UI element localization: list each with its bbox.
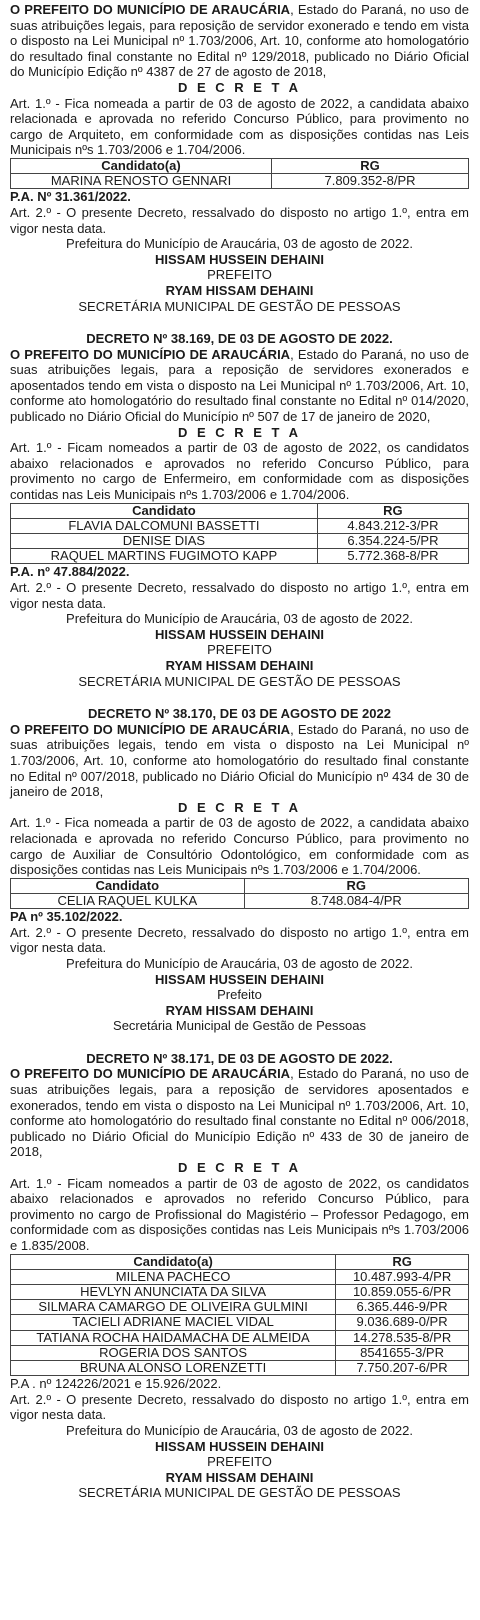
table-row — [11, 893, 469, 908]
article-1: Art. 1.º - Ficam nomeados a partir de 03 de agosto de 2022, os candidatos abaixo relacionados e aprovados no referido Concurso Público, para provimento no cargo de Profissional do Magistério – Professor Pedagogo, em conformidade com as disposições contidas nas Leis Municipais nºs 1.703/2006 e 1.835/2008. — [10, 1175, 469, 1253]
decree-preamble — [10, 347, 469, 425]
candidate-rg: 10.487.993-4/PR — [336, 1269, 469, 1284]
candidate-rg: 9.036.689-0/PR — [336, 1315, 469, 1330]
article-2: Art. 2.º - O presente Decreto, ressalvado do disposto no artigo 1.º, entra em vigor nesta data. — [10, 1391, 469, 1423]
place-date: Prefeitura do Município de Araucária, 03 de agosto de 2022. — [66, 236, 413, 252]
candidate-name: TATIANA ROCHA HAIDAMACHA DE ALMEIDA — [11, 1330, 336, 1345]
candidate-name: MARINA RENOSTO GENNARI — [11, 174, 272, 189]
preamble-authority: O PREFEITO DO MUNICÍPIO DE ARAUCÁRIA — [10, 346, 291, 362]
column-header-candidate: Candidato(a) — [11, 158, 272, 173]
preamble-authority: O PREFEITO DO MUNICÍPIO DE ARAUCÁRIA — [10, 721, 291, 737]
candidate-name: CELIA RAQUEL KULKA — [11, 893, 245, 908]
table-row — [11, 174, 469, 189]
column-header-rg: RG — [244, 878, 468, 893]
role-secretary: SECRETÁRIA MUNICIPAL DE GESTÃO DE PESSOAS — [78, 1485, 401, 1501]
table-row — [11, 1345, 469, 1360]
candidate-rg: 7.809.352-8/PR — [272, 174, 469, 189]
table-row — [11, 1361, 469, 1376]
decree-title: DECRETO Nº 38.170, DE 03 DE AGOSTO DE 2022 — [88, 706, 391, 722]
decree-block — [10, 1051, 469, 1501]
candidate-name: MILENA PACHECO — [11, 1269, 336, 1284]
signer-secretary: RYAM HISSAM DEHAINI — [165, 282, 314, 298]
role-mayor: PREFEITO — [207, 642, 272, 658]
table-row — [11, 1285, 469, 1300]
candidate-name: FLAVIA DALCOMUNI BASSETTI — [11, 518, 318, 533]
candidate-rg: 8.748.084-4/PR — [244, 893, 468, 908]
table-row — [11, 1315, 469, 1330]
decreta-heading: D E C R E T A — [177, 1160, 302, 1176]
table-header-row — [11, 1254, 469, 1269]
preamble-text: , Estado do Paraná, no uso de suas atribuições legais, para a reposição de servidores aposentados e exonerados, tendo em vista o disposto na Lei Municipal nº 1.703/2006, Art. 10, conforme ato homologatório do resultado final constante no Edital nº 006/2018, publicado no Diário Oficial do Município Edição nº 433 de 30 de janeiro de 2018, — [10, 1066, 469, 1160]
candidate-name: TACIELI ADRIANE MACIEL VIDAL — [11, 1315, 336, 1330]
candidate-name: BRUNA ALONSO LORENZETTI — [11, 1361, 336, 1376]
column-header-rg: RG — [336, 1254, 469, 1269]
decree-preamble — [10, 2, 469, 80]
role-secretary: SECRETÁRIA MUNICIPAL DE GESTÃO DE PESSOAS — [78, 298, 401, 314]
article-2: Art. 2.º - O presente Decreto, ressalvado do disposto no artigo 1.º, entra em vigor nesta data. — [10, 580, 469, 611]
decree-preamble — [10, 1066, 469, 1160]
signer-secretary: RYAM HISSAM DEHAINI — [165, 658, 314, 673]
preamble-authority: O PREFEITO DO MUNICÍPIO DE ARAUCÁRIA — [10, 2, 291, 17]
signer-mayor: HISSAM HUSSEIN DEHAINI — [154, 1438, 325, 1454]
process-number: P.A. nº 47.884/2022. — [10, 564, 130, 580]
article-1: Art. 1.º - Fica nomeada a partir de 03 de agosto de 2022, a candidata abaixo relacionada e aprovada no referido Concurso Público, para provimento no cargo de Arquiteto, em conformidade com as disposições contidas nas Leis Municipais nºs 1.703/2006 e 1.704/2006. — [10, 95, 469, 158]
role-secretary: Secretária Municipal de Gestão de Pessoas — [113, 1018, 366, 1034]
table-header-row — [11, 878, 469, 893]
candidate-name: ROGERIA DOS SANTOS — [11, 1345, 336, 1360]
signer-mayor: HISSAM HUSSEIN DEHAINI — [154, 626, 325, 642]
decreta-heading: D E C R E T A — [177, 79, 302, 95]
column-header-rg: RG — [272, 158, 469, 173]
table-row — [11, 1330, 469, 1345]
table-row — [11, 549, 469, 564]
candidate-rg: 14.278.535-8/PR — [336, 1330, 469, 1345]
role-mayor: PREFEITO — [207, 267, 272, 283]
decree-title: DECRETO Nº 38.169, DE 03 DE AGOSTO DE 2022. — [86, 331, 393, 347]
decreta-heading: D E C R E T A — [177, 424, 302, 440]
process-number: PA nº 35.102/2022. — [10, 909, 123, 925]
decreta-heading: D E C R E T A — [177, 799, 302, 815]
column-header-candidate: Candidato(a) — [11, 1254, 336, 1269]
candidate-rg: 7.750.207-6/PR — [336, 1361, 469, 1376]
article-2: Art. 2.º - O presente Decreto, ressalvado do disposto no artigo 1.º, entra em vigor nesta data. — [10, 924, 469, 956]
candidate-rg: 8541655-3/PR — [336, 1345, 469, 1360]
signer-secretary: RYAM HISSAM DEHAINI — [165, 1002, 314, 1018]
candidate-name: RAQUEL MARTINS FUGIMOTO KAPP — [11, 549, 318, 564]
candidate-name: DENISE DIAS — [11, 534, 318, 549]
table-header-row — [11, 503, 469, 518]
table-header-row — [11, 158, 469, 173]
table-row — [11, 1269, 469, 1284]
candidates-table — [10, 878, 469, 909]
table-row — [11, 518, 469, 533]
candidate-rg: 5.772.368-8/PR — [317, 549, 468, 564]
role-mayor: Prefeito — [217, 987, 262, 1003]
preamble-text: , Estado do Paraná, no uso de suas atribuições legais, para a reposição de servidores exonerados e aposentados tendo em vista o disposto na Lei Municipal nº 1.703/2006, Art. 10, conforme ato homologatório do resultado final constante no Edital nº 014/2020, publicado no Diário Oficial do Município nº 507 de 17 de janeiro de 2020, — [10, 346, 469, 425]
candidates-table — [10, 503, 469, 565]
decree-block — [10, 2, 469, 314]
table-row — [11, 1300, 469, 1315]
candidate-rg: 10.859.055-6/PR — [336, 1285, 469, 1300]
article-2: Art. 2.º - O presente Decreto, ressalvado do disposto no artigo 1.º, entra em vigor nesta data. — [10, 204, 469, 236]
signer-mayor: HISSAM HUSSEIN DEHAINI — [154, 971, 325, 987]
article-1: Art. 1.º - Fica nomeada a partir de 03 de agosto de 2022, a candidata abaixo relacionada e aprovada no referido Concurso Público, para provimento no cargo de Auxiliar de Consultório Odontológico, em conformidade com as disposições contidas nas Leis Municipais nºs 1.703/2006 e 1.704/2006. — [10, 815, 469, 878]
candidates-table — [10, 1254, 469, 1377]
candidate-name: HEVLYN ANUNCIATA DA SILVA — [11, 1285, 336, 1300]
role-mayor: PREFEITO — [207, 1454, 272, 1470]
column-header-rg: RG — [317, 503, 468, 518]
article-1: Art. 1.º - Ficam nomeados a partir de 03 de agosto de 2022, os candidatos abaixo relacionados e aprovados no referido Concurso Público, para provimento no cargo de Enfermeiro, em conformidade com as disposições contidas nas Leis Municipais nºs 1.703/2006 e 1.704/2006. — [10, 440, 469, 503]
candidate-name: SILMARA CAMARGO DE OLIVEIRA GULMINI — [11, 1300, 336, 1315]
candidates-table — [10, 158, 469, 189]
preamble-authority: O PREFEITO DO MUNICÍPIO DE ARAUCÁRIA — [10, 1066, 291, 1082]
decree-block — [10, 331, 469, 689]
candidate-rg: 6.354.224-5/PR — [317, 534, 468, 549]
column-header-candidate: Candidato — [11, 878, 245, 893]
place-date: Prefeitura do Município de Araucária, 03 de agosto de 2022. — [66, 1423, 413, 1438]
decree-title: DECRETO Nº 38.171, DE 03 DE AGOSTO DE 2022. — [86, 1050, 393, 1066]
process-number: P.A. Nº 31.361/2022. — [10, 189, 131, 205]
column-header-candidate: Candidato — [11, 503, 318, 518]
place-date: Prefeitura do Município de Araucária, 03 de agosto de 2022. — [66, 955, 413, 971]
decree-block — [10, 706, 469, 1034]
preamble-text: , Estado do Paraná, no uso de suas atribuições legais, tendo em vista o disposto na Lei Municipal nº 1.703/2006, Art. 10, conforme ato homologatório do resultado final constante no Edital nº 007/2018, publicado no Diário Oficial do Município nº 434 de 30 de janeiro de 2018, — [10, 721, 469, 800]
preamble-text: , Estado do Paraná, no uso de suas atribuições legais, para reposição de servidor exonerado e tendo em vista o disposto na Lei Municipal nº 1.703/2006, Art. 10, conforme ato homologatório do resultado final constante no Edital nº 129/2018, publicado no Diário Oficial do Município Edição nº 4387 de 27 de agosto de 2018, — [10, 2, 469, 80]
candidate-rg: 4.843.212-3/PR — [317, 518, 468, 533]
signer-secretary: RYAM HISSAM DEHAINI — [165, 1469, 314, 1485]
place-date: Prefeitura do Município de Araucária, 03 de agosto de 2022. — [66, 611, 413, 627]
decree-preamble — [10, 722, 469, 800]
role-secretary: SECRETÁRIA MUNICIPAL DE GESTÃO DE PESSOAS — [78, 673, 401, 689]
candidate-rg: 6.365.446-9/PR — [336, 1300, 469, 1315]
process-number: P.A . nº 124226/2021 e 15.926/2022. — [10, 1376, 222, 1392]
table-row — [11, 534, 469, 549]
signer-mayor: HISSAM HUSSEIN DEHAINI — [154, 251, 325, 267]
